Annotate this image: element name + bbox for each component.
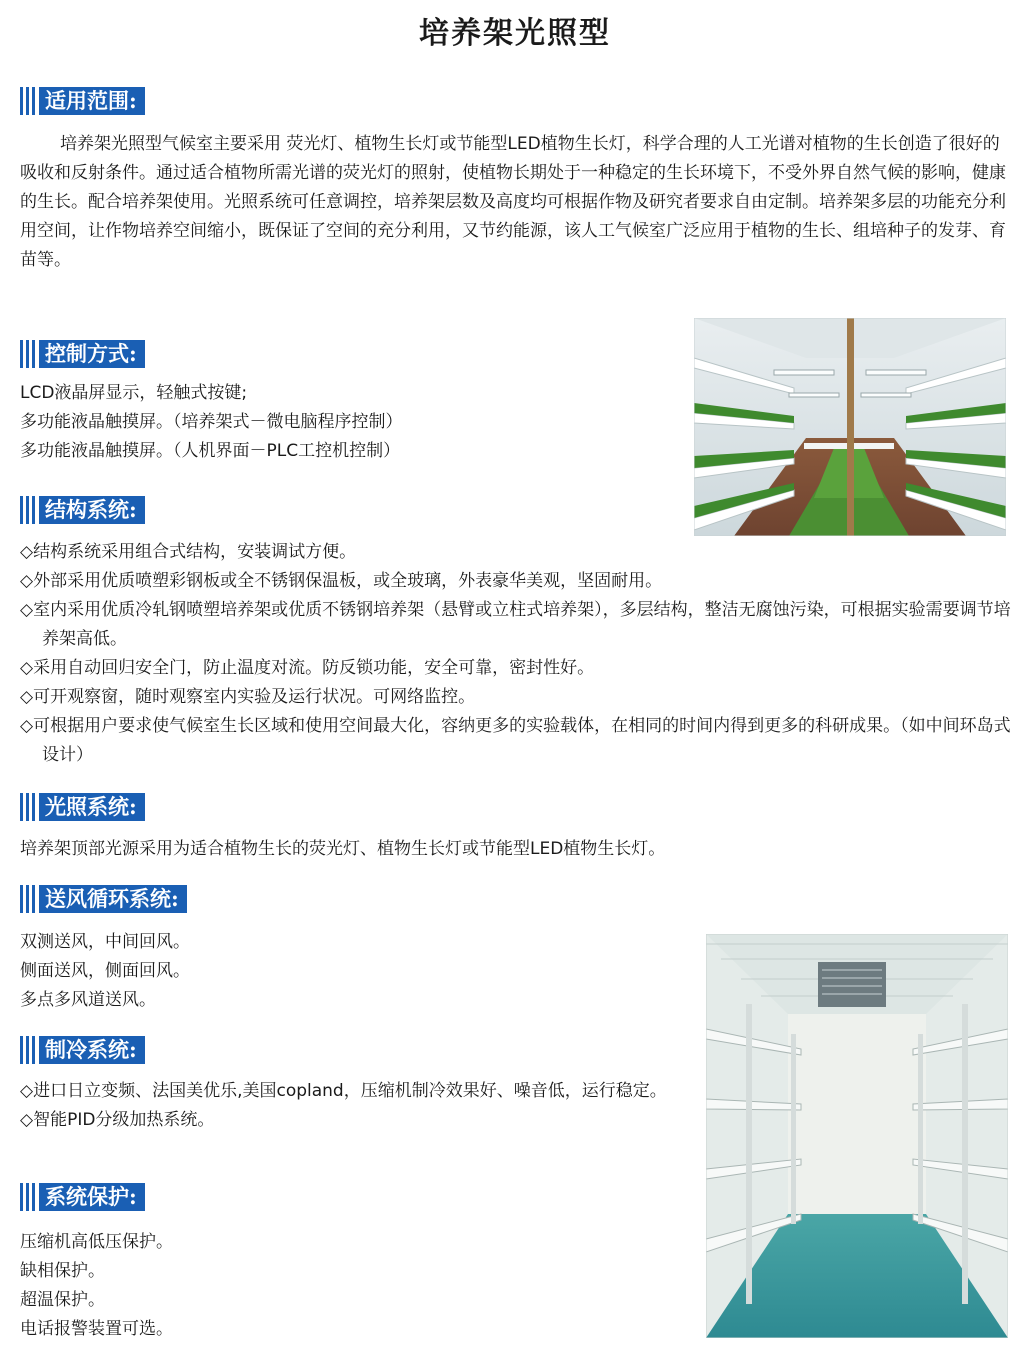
list-item: 多功能液晶触摸屏。（人机界面－PLC工控机控制） — [20, 441, 401, 461]
airflow-list — [20, 928, 190, 1015]
list-item: 缺相保护。 — [20, 1261, 105, 1281]
heading-label: 系统保护: — [39, 1183, 145, 1211]
heading-bars — [20, 496, 35, 524]
lighting-paragraph: 培养架顶部光源采用为适合植物生长的荧光灯、植物生长灯或节能型LED植物生长灯。 — [20, 839, 666, 859]
list-item: ◇进口日立变频、法国美优乐,美国copland，压缩机制冷效果好、噪音低，运行稳定。 — [20, 1081, 667, 1101]
list-item: LCD液晶屏显示，轻触式按键; — [20, 383, 248, 403]
list-item: 侧面送风，侧面回风。 — [20, 961, 190, 981]
page-title: 培养架光照型 — [419, 16, 611, 51]
climate-room-photo — [706, 934, 1008, 1338]
heading-bars — [20, 885, 35, 913]
scope-paragraph: 培养架光照型气候室主要采用 荧光灯、植物生长灯或节能型LED植物生长灯，科学合理的人工光谱对植物的生长创造了很好的吸收和反射条件。通过适合植物所需光谱的荧光灯的照射，使植物长期处于一种稳定的生长环境下，不受外界自然气候的影响，健康的生长。配合培养架使用。光照系统可任意调控，培养架层数及高度均可根据作物及研究者要求自由定制。培养架多层的功能充分利用空间，让作物培养空间缩小，既保证了空间的充分利用，又节约能源，该人工气候室广泛应用于植物的生长、组培种子的发芽、育苗等。 — [20, 134, 1006, 270]
heading-bars — [20, 340, 35, 368]
list-item: 多功能液晶触摸屏。（培养架式－微电脑程序控制） — [20, 412, 403, 432]
section-heading-cooling — [20, 1036, 145, 1064]
heading-bars — [20, 1036, 35, 1064]
list-item: 超温保护。 — [20, 1290, 105, 1310]
control-list — [20, 379, 403, 466]
heading-label: 制冷系统: — [39, 1036, 145, 1064]
section-heading-protection — [20, 1183, 145, 1211]
protection-list — [20, 1228, 173, 1344]
list-item: ◇外部采用优质喷塑彩钢板或全不锈钢保温板，或全玻璃，外表豪华美观，坚固耐用。 — [20, 571, 663, 591]
heading-label: 适用范围: — [39, 87, 145, 115]
heading-label: 送风循环系统: — [39, 885, 187, 913]
list-item: ◇智能PID分级加热系统。 — [20, 1110, 215, 1130]
list-item: ◇可开观察窗，随时观察室内实验及运行状况。可网络监控。 — [20, 687, 476, 707]
growth-shelves-photo — [694, 318, 1006, 536]
list-item: 多点多风道送风。 — [20, 990, 156, 1010]
heading-label: 控制方式: — [39, 340, 145, 368]
list-item: 双测送风，中间回风。 — [20, 932, 190, 952]
section-heading-scope — [20, 87, 145, 115]
heading-bars — [20, 1183, 35, 1211]
heading-bars — [20, 793, 35, 821]
list-item: 压缩机高低压保护。 — [20, 1232, 173, 1252]
cooling-list — [20, 1077, 696, 1135]
heading-label: 光照系统: — [39, 793, 145, 821]
list-item: ◇室内采用优质冷轧钢喷塑培养架或优质不锈钢培养架（悬臂或立柱式培养架），多层结构，整洁无腐蚀污染，可根据实验需要调节培养架高低。 — [20, 600, 1011, 649]
list-item: 电话报警装置可选。 — [20, 1319, 173, 1339]
heading-bars — [20, 87, 35, 115]
section-heading-structure — [20, 496, 145, 524]
section-heading-control — [20, 340, 145, 368]
list-item: ◇采用自动回归安全门，防止温度对流。防反锁功能，安全可靠，密封性好。 — [20, 658, 595, 678]
section-heading-airflow — [20, 885, 187, 913]
list-item: ◇可根据用户要求使气候室生长区域和使用空间最大化，容纳更多的实验载体，在相同的时间内得到更多的科研成果。（如中间环岛式设计） — [20, 716, 1011, 765]
list-item: ◇结构系统采用组合式结构，安装调试方便。 — [20, 542, 357, 562]
section-heading-lighting — [20, 793, 145, 821]
heading-label: 结构系统: — [39, 496, 145, 524]
structure-list — [20, 538, 1020, 770]
